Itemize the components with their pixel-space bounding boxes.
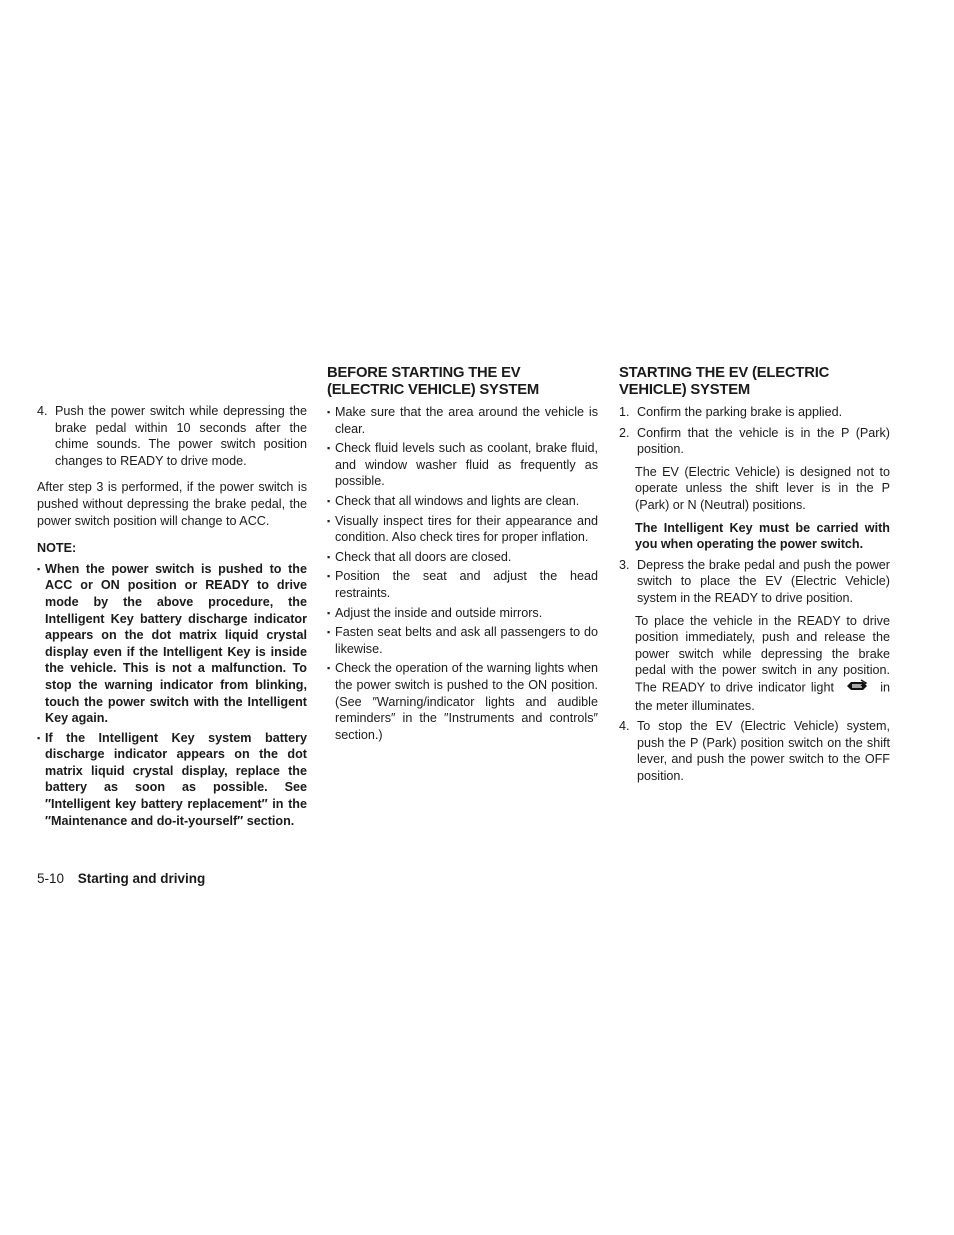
bullet-icon: ▪ (327, 663, 331, 674)
checklist (327, 404, 598, 743)
bullet-icon: ▪ (327, 495, 331, 506)
step-3: 3. Depress the brake pedal and push the power switch to place the EV (Electric Vehicle) system in the READY to drive position. (619, 557, 890, 605)
checklist-item: ▪ Make sure that the area around the vehicle is clear. (327, 405, 598, 436)
bullet-icon: ▪ (327, 571, 331, 582)
step-4 (37, 403, 307, 469)
step-2-paragraph: The EV (Electric Vehicle) is designed not to operate unless the shift lever is in the P (Park) or N (Neutral) positions. (635, 464, 890, 512)
step-2: 2. Confirm that the vehicle is in the P (Park) position. (619, 425, 890, 457)
checklist-item: ▪ Adjust the inside and outside mirrors. (327, 605, 543, 620)
checklist-item: ▪ Fasten seat belts and ask all passengers to do likewise. (327, 625, 598, 656)
note-item: ▪ If the Intelligent Key system battery discharge indicator appears on the dot matrix liquid crystal display, replace the battery as soon as possible. See ″Intelligent key battery replacement″ in the ″Maintenance and do-it-yourself″ section. (37, 730, 307, 828)
section-heading: BEFORE STARTING THE EV (ELECTRIC VEHICLE) SYSTEM (327, 365, 540, 398)
bullet-icon: ▪ (327, 443, 331, 454)
middle-column (327, 365, 598, 746)
step-number: 4. (37, 404, 48, 418)
checklist-item: ▪ Check fluid levels such as coolant, brake fluid, and window washer fluid as frequently as possible. (327, 441, 598, 489)
bullet-icon: ▪ (37, 563, 41, 574)
after-step-3-paragraph: After step 3 is performed, if the power switch is pushed without depressing the brake pedal, the power switch position will change to ACC. (37, 480, 307, 528)
section-heading: STARTING THE EV (ELECTRIC VEHICLE) SYSTEM (619, 365, 830, 398)
checklist-item: ▪ Check the operation of the warning lights when the power switch is pushed to the ON position. (See ″Warning/indicator lights and audible reminders″ in the ″Instruments and controls″ section.) (327, 661, 598, 742)
note-label: NOTE: (37, 541, 77, 556)
section-name: Starting and driving (77, 871, 206, 886)
page-number: 5-10 (37, 871, 65, 886)
bullet-icon: ▪ (327, 551, 331, 562)
checklist-item: ▪ Check that all windows and lights are clean. (327, 493, 580, 508)
checklist-item: ▪ Check that all doors are closed. (327, 549, 512, 564)
page-footer (37, 871, 205, 886)
step-3-paragraph: To place the vehicle in the READY to drive position immediately, push and release the power switch while depressing the brake pedal with the power switch in any position. The READY to drive indicator light in the meter illuminates. (635, 613, 891, 713)
step-text: Push the power switch while depressing the brake pedal within 10 seconds after the chime sounds. The power switch position changes to READY to drive mode. (55, 404, 307, 468)
step-4: 4. To stop the EV (Electric Vehicle) system, push the P (Park) position switch on the shift lever, and push the power switch to the OFF position. (619, 719, 890, 783)
bullet-icon: ▪ (327, 607, 331, 618)
bullet-icon: ▪ (37, 732, 41, 743)
bullet-icon: ▪ (327, 407, 331, 417)
checklist-item: ▪ Visually inspect tires for their appearance and condition. Also check tires for proper inflation. (327, 513, 598, 545)
step-1: 1. Confirm the parking brake is applied. (619, 405, 843, 419)
right-column (619, 365, 890, 788)
note-item: ▪ When the power switch is pushed to the ACC or ON position or READY to drive mode by the above procedure, the Intelligent Key battery discharge indicator appears on the dot matrix liquid crystal display even if the Intelligent Key is inside the vehicle. This is not a malfunction. To stop the warning indicator from blinking, touch the power switch with the Intelligent Key again. (37, 561, 307, 726)
step-2-bold-note: The Intelligent Key must be carried with you when operating the power switch. (635, 520, 890, 552)
left-column (37, 403, 307, 832)
ready-to-drive-indicator-icon (845, 679, 869, 698)
bullet-icon: ▪ (327, 515, 331, 526)
checklist-item: ▪ Position the seat and adjust the head restraints. (327, 569, 598, 600)
bullet-icon: ▪ (327, 627, 331, 638)
